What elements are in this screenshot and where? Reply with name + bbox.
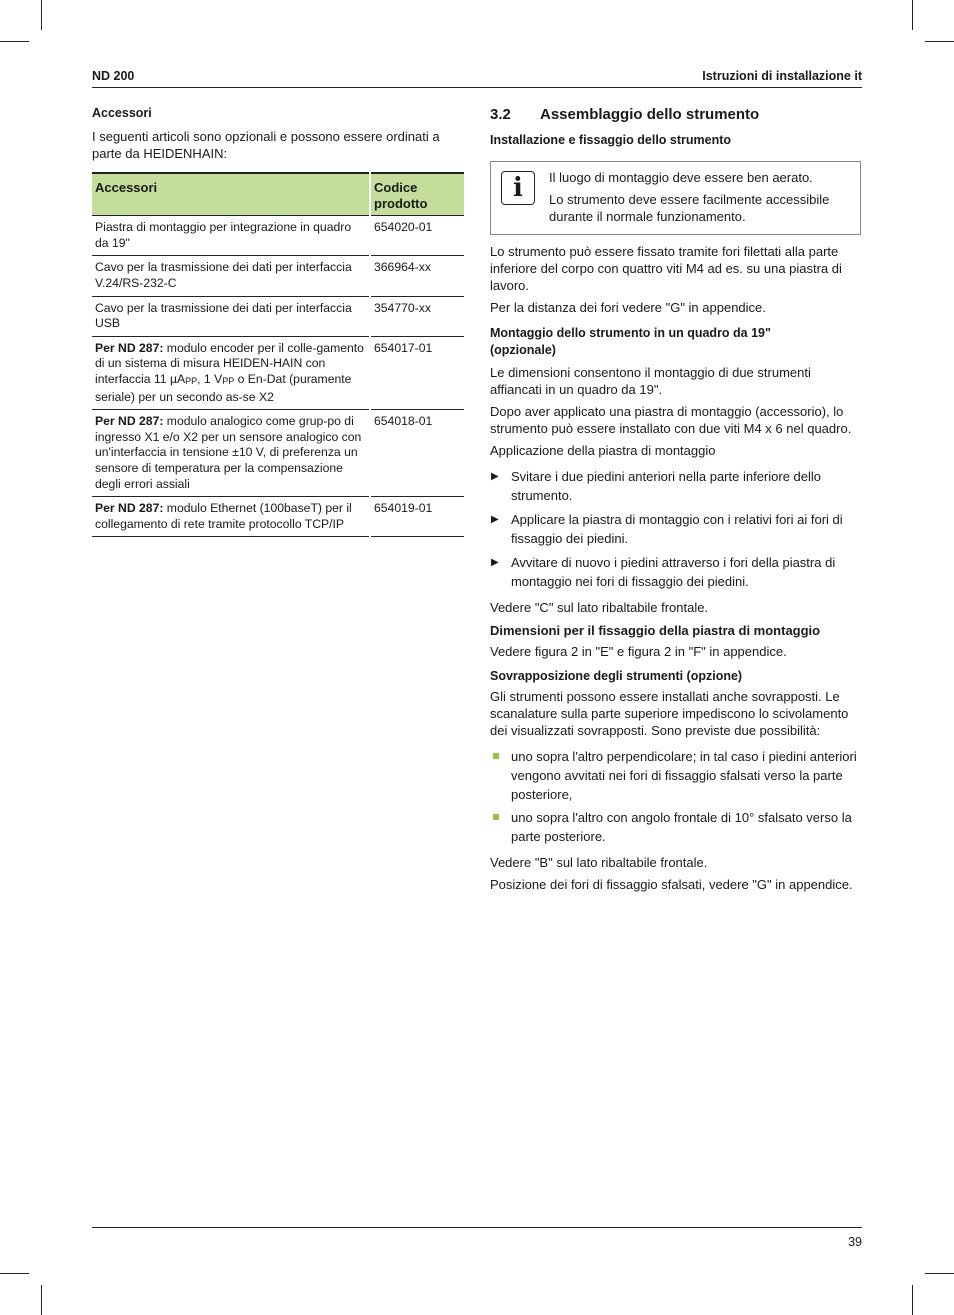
header-doc-title: Istruzioni di installazione it [702,69,862,83]
table-row [92,216,464,256]
row-code: 654018-01 [370,410,464,497]
crop-mark [0,1273,29,1274]
paragraph: Le dimensioni consentono il montaggio di due strumenti affiancati in un quadro da 19". [490,365,811,397]
table-row [92,497,464,537]
arrow-right-icon: ▶ [491,557,499,568]
accessori-table [92,172,464,537]
paragraph: Vedere "C" sul lato ribaltabile frontale. [490,600,709,615]
arrow-right-icon: ▶ [491,471,499,482]
subheading-dimensioni: Dimensioni per il fissaggio della piastra di montaggio [490,623,821,638]
table-row [92,256,464,296]
square-bullet-icon [493,814,499,820]
row-desc-part: o En-Dat (puramente seriale) per un secondo as-se X2 [95,371,352,404]
table-row [92,336,464,409]
row-prefix: Per ND 287: [95,414,164,429]
row-prefix: Per ND 287: [95,340,164,355]
left-column [92,106,464,537]
list-item-text: Avvitare di nuovo i piedini attraverso i fori della piastra di montaggio nei fori di fissaggio dei piedini. [511,555,836,589]
page-number: 39 [848,1235,862,1249]
list-item-text: uno sopra l'altro perpendicolare; in tal caso i piedini anteriori vengono avvitati nei fori di fissaggio sfalsati verso la parte posteriore, [511,749,857,802]
row-desc: Piastra di montaggio per integrazione in quadro da 19" [92,216,370,256]
square-bullet-icon [493,753,499,759]
arrow-right-icon: ▶ [491,514,499,525]
subscript: PP [222,375,235,386]
note-line: Il luogo di montaggio deve essere ben aerato. [549,170,813,185]
paragraph: Dopo aver applicato una piastra di montaggio (accessorio), lo strumento può essere installato con due viti M4 x 6 nel quadro. [490,404,852,436]
right-column [490,106,863,893]
row-desc: Cavo per la trasmissione dei dati per interfaccia USB [92,296,370,336]
row-desc-part: , 1 V [197,371,223,386]
row-code: 654017-01 [370,336,464,409]
table-row [92,296,464,336]
row-code: 366964-xx [370,256,464,296]
note-line: Lo strumento deve essere facilmente accessibile durante il normale funzionamento. [549,192,830,224]
row-prefix: Per ND 287: [95,501,164,516]
row-desc [92,410,370,497]
paragraph: Gli strumenti possono essere installati anche sovrapposti. Le scanalature sulla parte superiore impediscono lo scivolamento dei visualizzati sovrapposti. Sono previste due possibilità: [490,689,849,738]
row-desc-part: modulo encoder per il colle-gamento di un sistema di misura HEIDEN-HAIN con interfaccia 11 µA [95,340,364,386]
info-icon: i [501,171,535,205]
crop-mark [925,1273,954,1274]
row-desc [92,336,370,409]
paragraph: Per la distanza dei fori vedere "G" in appendice. [490,300,766,315]
codice-label: Codice [374,180,418,195]
prodotto-label: prodotto [374,195,428,211]
crop-mark [41,1285,42,1315]
note-box [490,161,861,235]
table-row [92,410,464,497]
crop-mark [912,1285,913,1315]
list-item-text: Applicare la piastra di montaggio con i relativi fori ai fori di fissaggio dei piedini. [511,512,843,546]
subheading-montaggio: Montaggio dello strumento in un quadro da 19" (opzionale) [490,326,771,357]
list-item [490,467,863,505]
footer-rule [92,1227,862,1228]
header-product: ND 200 [92,69,135,83]
row-desc-part: modulo Ethernet (100baseT) per il collegamento di rete tramite protocollo TCP/IP [95,501,352,531]
table-header-codice [370,173,464,216]
steps-list [490,467,863,591]
subscript: PP [185,375,198,386]
crop-mark [41,0,42,30]
subheading-installazione: Installazione e fissaggio dello strumento [490,133,732,147]
row-desc [92,497,370,537]
section-title-text: Assemblaggio dello strumento [540,106,760,123]
options-list [490,747,863,846]
list-item [490,808,863,846]
table-header-row [92,173,464,216]
paragraph: Vedere "B" sul lato ribaltabile frontale. [490,855,708,870]
paragraph: Applicazione della piastra di montaggio [490,443,716,458]
row-desc: Cavo per la trasmissione dei dati per interfaccia V.24/RS-232-C [92,256,370,296]
paragraph: Vedere figura 2 in "E" e figura 2 in "F" in appendice. [490,644,787,659]
page-header [92,69,862,88]
accessori-heading: Accessori [92,106,152,120]
list-item [490,553,863,591]
section-title [490,106,863,123]
paragraph: Posizione dei fori di fissaggio sfalsati, vedere "G" in appendice. [490,877,853,892]
row-code: 654020-01 [370,216,464,256]
row-code: 654019-01 [370,497,464,537]
row-desc-part: modulo analogico come grup-po di ingresso X1 e/o X2 per un sensore analogico con un'interfaccia in tensione ±10 V, di preferenza un sensore di temperatura per la compensazione degli errori assiali [95,414,362,491]
list-item [490,510,863,548]
row-code: 354770-xx [370,296,464,336]
crop-mark [0,41,29,42]
subheading-sovrapposizione: Sovrapposizione degli strumenti (opzione) [490,669,743,683]
paragraph: Lo strumento può essere fissato tramite fori filettati alla parte inferiore del corpo con quattro viti M4 ad es. su una piastra di lavoro. [490,244,842,293]
list-item [490,747,863,804]
crop-mark [925,41,954,42]
crop-mark [912,0,913,30]
list-item-text: uno sopra l'altro con angolo frontale di 10° sfalsato verso la parte posteriore. [511,810,852,844]
list-item-text: Svitare i due piedini anteriori nella parte inferiore dello strumento. [511,469,822,503]
section-number: 3.2 [490,106,511,123]
table-header-accessori: Accessori [92,173,370,216]
accessori-intro: I seguenti articoli sono opzionali e possono essere ordinati a parte da HEIDENHAIN: [92,129,440,161]
